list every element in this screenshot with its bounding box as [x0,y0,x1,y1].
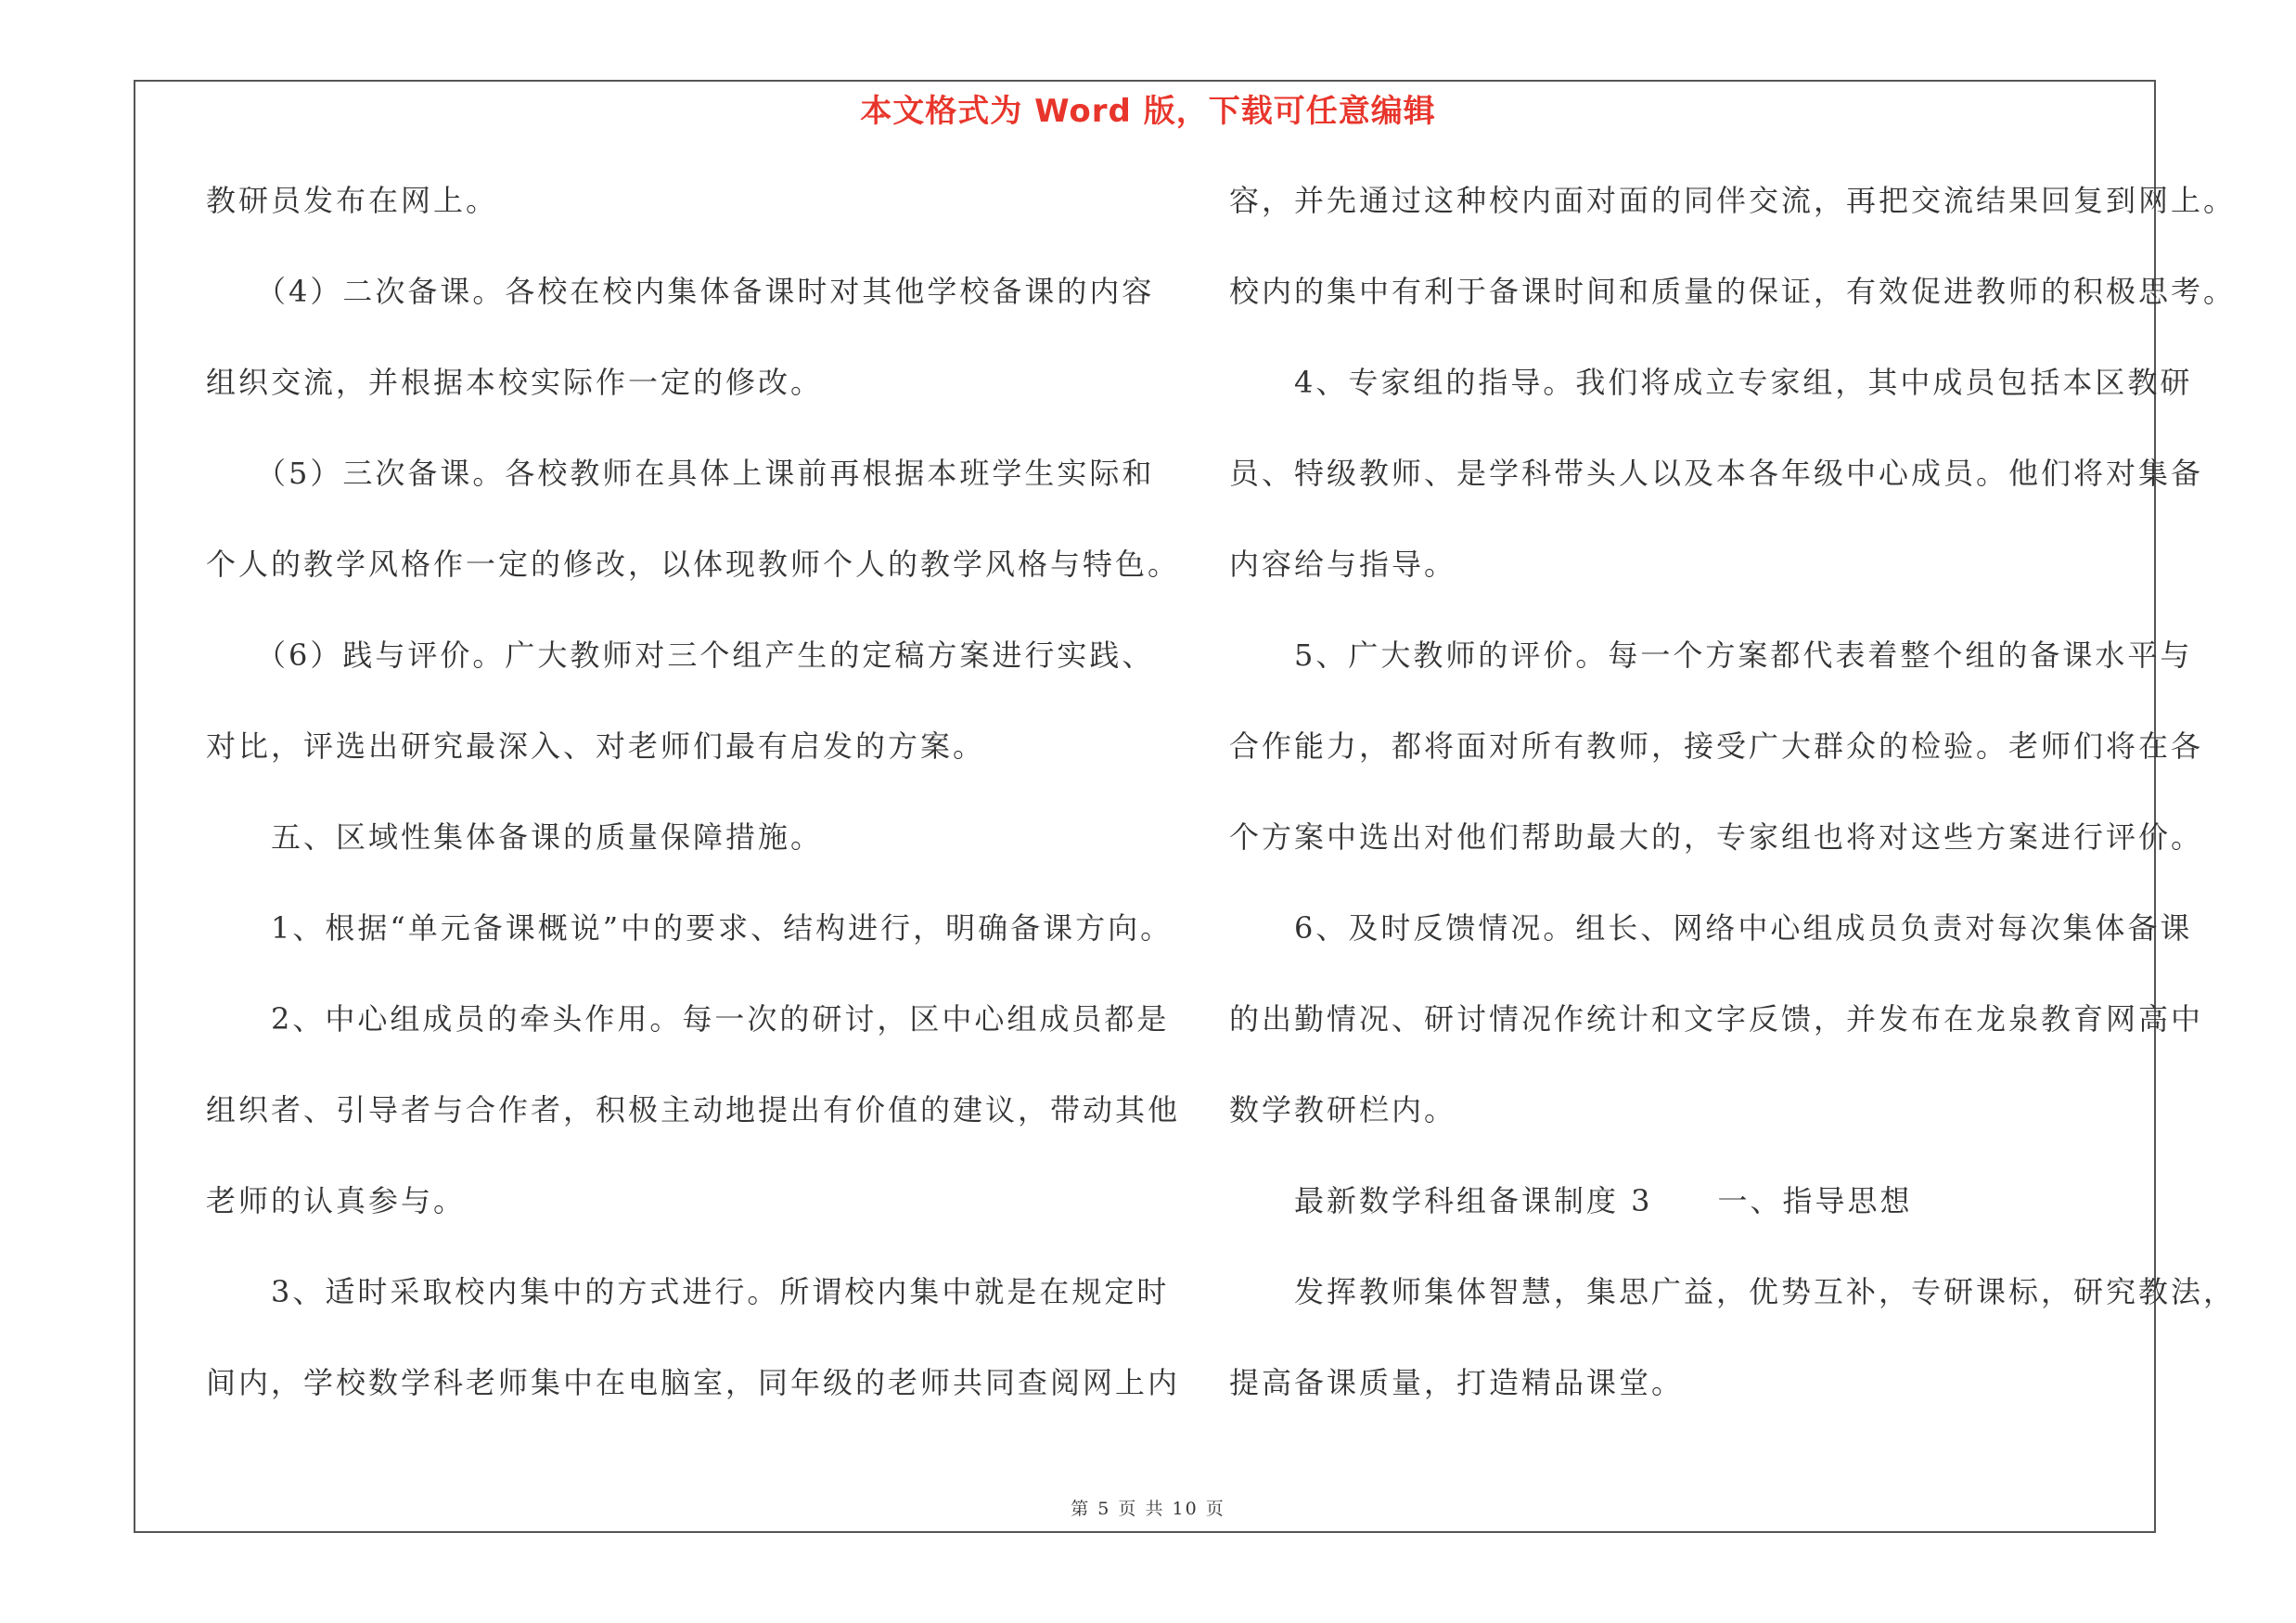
text-line: （5）三次备课。各校教师在具体上课前再根据本班学生实际和 [206,456,1155,491]
text-line: 个方案中选出对他们帮助最大的，专家组也将对这些方案进行评价。 [1229,819,2204,855]
text-line: 组织者、引导者与合作者，积极主动地提出有价值的建议，带动其他 [206,1092,1181,1127]
text-line: 数学教研栏内。 [1229,1092,1457,1127]
text-line: 3、适时采取校内集中的方式进行。所谓校内集中就是在规定时 [206,1274,1170,1309]
text-line: 最新数学科组备课制度 3 一、指导思想 [1229,1183,1913,1218]
text-line: 5、广大教师的评价。每一个方案都代表着整个组的备课水平与 [1229,638,2193,673]
text-line: 间内，学校数学科老师集中在电脑室，同年级的老师共同查阅网上内 [206,1365,1181,1400]
text-line: 容，并先通过这种校内面对面的同伴交流，再把交流结果回复到网上。 [1229,183,2237,218]
format-banner: 本文格式为 Word 版，下载可任意编辑 [860,93,1436,130]
text-line: 发挥教师集体智慧，集思广益，优势互补，专研课标，研究教法， [1229,1274,2237,1309]
text-line: 教研员发布在网上。 [206,183,499,218]
text-line: 4、专家组的指导。我们将成立专家组，其中成员包括本区教研 [1229,365,2193,400]
text-line: 员、特级教师、是学科带头人以及本各年级中心成员。他们将对集备 [1229,456,2204,491]
text-line: 组织交流，并根据本校实际作一定的修改。 [206,365,824,400]
text-line: 五、区域性集体备课的质量保障措施。 [206,819,824,855]
text-line: 1、根据“单元备课概说”中的要求、结构进行，明确备课方向。 [206,910,1174,946]
text-line: 内容给与指导。 [1229,547,1457,582]
text-line: 老师的认真参与。 [206,1183,467,1218]
text-line: 提高备课质量，打造精品课堂。 [1229,1365,1685,1400]
text-line: 合作能力，都将面对所有教师，接受广大群众的检验。老师们将在各 [1229,728,2204,764]
text-line: 2、中心组成员的牵头作用。每一次的研讨，区中心组成员都是 [206,1001,1170,1037]
text-line: （6）践与评价。广大教师对三个组产生的定稿方案进行实践、 [206,638,1155,673]
text-line: 个人的教学风格作一定的修改，以体现教师个人的教学风格与特色。 [206,547,1181,582]
text-line: 的出勤情况、研讨情况作统计和文字反馈，并发布在龙泉教育网高中 [1229,1001,2204,1037]
page-footer: 第 5 页 共 10 页 [1071,1499,1225,1519]
left-column [206,184,1208,1457]
text-line: 6、及时反馈情况。组长、网络中心组成员负责对每次集体备课 [1229,910,2193,946]
text-line: 对比，评选出研究最深入、对老师们最有启发的方案。 [206,728,986,764]
right-column [1229,183,2237,1457]
text-line: （4）二次备课。各校在校内集体备课时对其他学校备课的内容 [206,274,1155,309]
text-line: 校内的集中有利于备课时间和质量的保证，有效促进教师的积极思考。 [1229,274,2237,309]
